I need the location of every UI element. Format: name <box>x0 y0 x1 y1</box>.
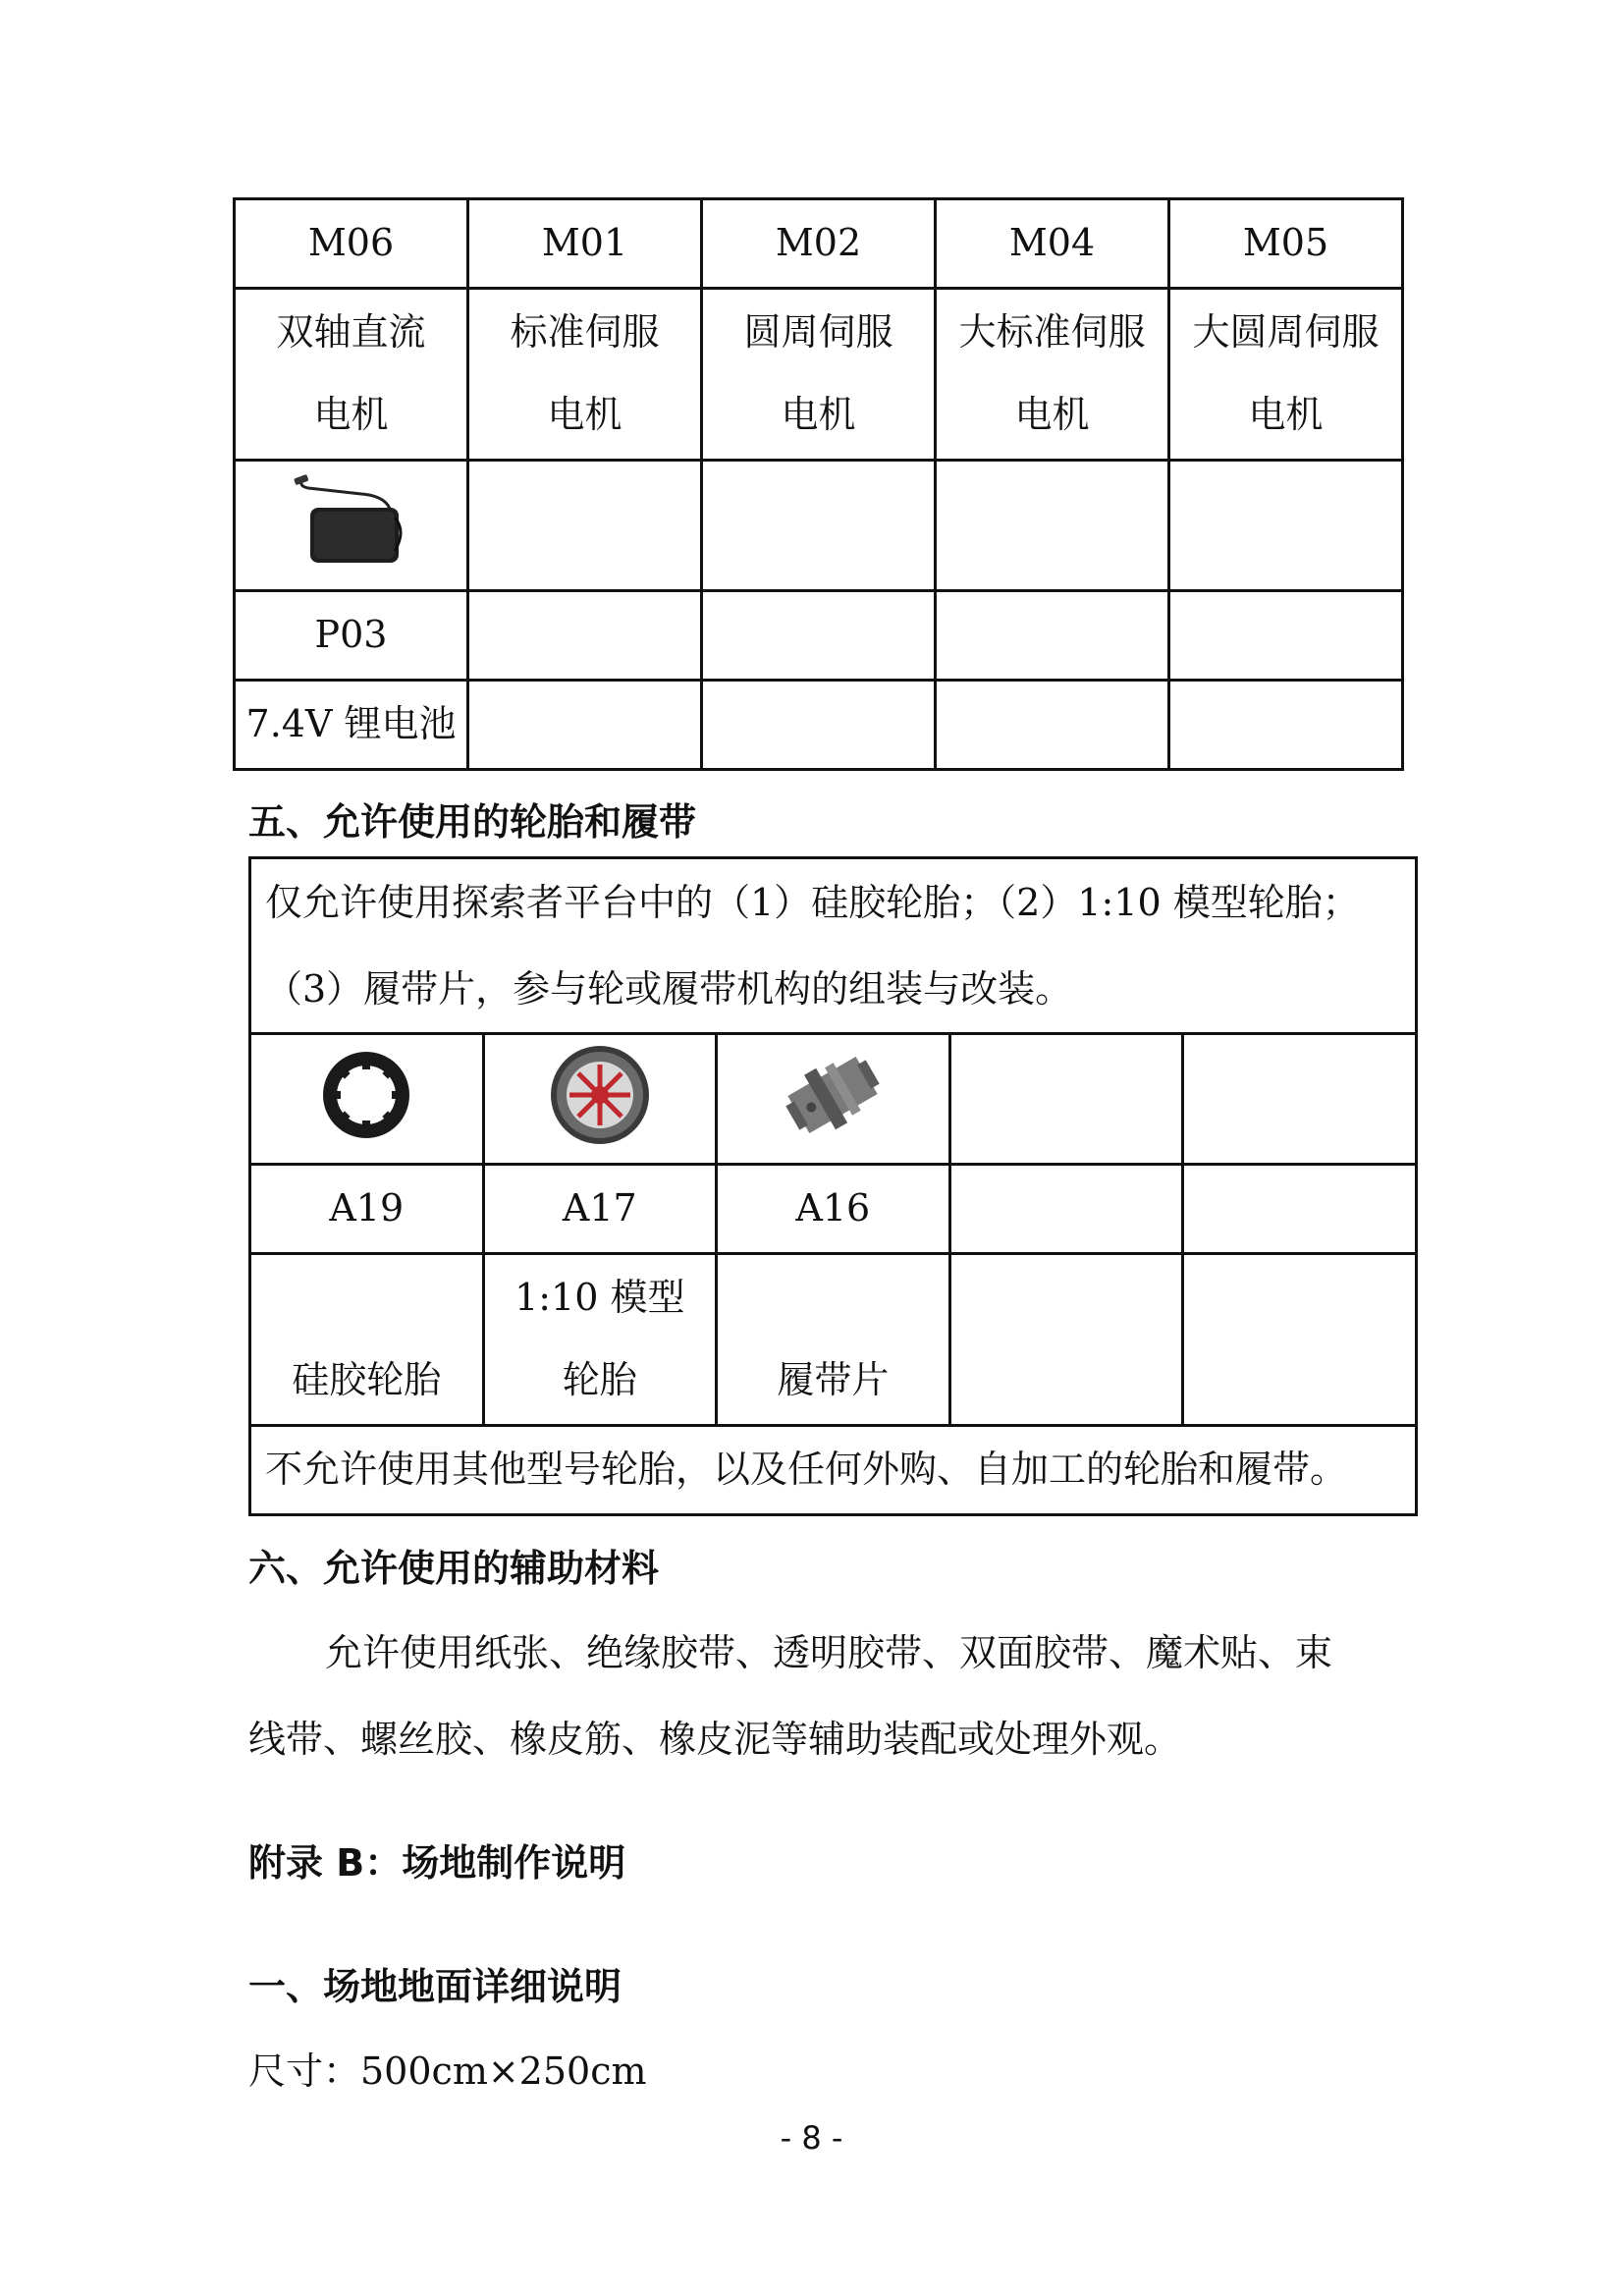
empty-cell <box>1183 1254 1417 1426</box>
tire-name: 硅胶轮胎 <box>250 1254 484 1426</box>
empty-cell <box>468 681 702 770</box>
motor-name: 双轴直流 电机 <box>235 289 468 461</box>
empty-cell <box>1169 461 1403 591</box>
section6-heading: 六、允许使用的辅助材料 <box>248 1547 660 1590</box>
model-tire-icon <box>546 1041 654 1149</box>
empty-cell <box>1169 681 1403 770</box>
battery-name: 7.4V 锂电池 <box>235 681 468 770</box>
motor-code: M04 <box>936 199 1169 289</box>
empty-cell <box>936 591 1169 681</box>
tire-table <box>248 856 1418 1516</box>
tire-code: A19 <box>250 1165 484 1254</box>
motor-name: 大标准伺服 电机 <box>936 289 1169 461</box>
empty-cell <box>702 591 936 681</box>
battery-code: P03 <box>235 591 468 681</box>
empty-cell <box>468 591 702 681</box>
motor-code: M05 <box>1169 199 1403 289</box>
motor-name: 标准伺服 电机 <box>468 289 702 461</box>
empty-cell <box>702 681 936 770</box>
tire-description: 仅允许使用探索者平台中的（1）硅胶轮胎；（2）1:10 模型轮胎；（3）履带片，参与轮或履带机构的组装与改装。 <box>250 858 1417 1034</box>
empty-cell <box>936 681 1169 770</box>
appendix-sub-heading: 一、场地地面详细说明 <box>248 1965 622 2008</box>
empty-cell <box>1169 591 1403 681</box>
empty-cell <box>936 461 1169 591</box>
tire-image-cell <box>250 1034 484 1165</box>
section5-heading: 五、允许使用的轮胎和履带 <box>248 800 697 844</box>
motor-code: M02 <box>702 199 936 289</box>
motor-name: 圆周伺服 电机 <box>702 289 936 461</box>
tire-code: A16 <box>717 1165 950 1254</box>
tire-code: A17 <box>483 1165 717 1254</box>
empty-cell <box>949 1254 1183 1426</box>
empty-cell <box>949 1165 1183 1254</box>
battery-image-cell <box>235 461 468 591</box>
motor-code: M06 <box>235 199 468 289</box>
field-size-line: 尺寸：500cm×250cm <box>248 2050 647 2093</box>
section6-paragraph-line2: 线带、螺丝胶、橡皮筋、橡皮泥等辅助装配或处理外观。 <box>248 1718 1182 1761</box>
tire-image-cell <box>483 1034 717 1165</box>
empty-cell <box>1183 1034 1417 1165</box>
motor-name: 大圆周伺服 电机 <box>1169 289 1403 461</box>
empty-cell <box>949 1034 1183 1165</box>
appendix-title: 附录 B：场地制作说明 <box>248 1841 626 1885</box>
tire-name: 1:10 模型 轮胎 <box>483 1254 717 1426</box>
tire-image-cell <box>717 1034 950 1165</box>
track-piece-icon <box>779 1046 887 1144</box>
empty-cell <box>702 461 936 591</box>
tire-name: 履带片 <box>717 1254 950 1426</box>
page-number: - 8 - <box>780 2119 843 2157</box>
motor-table <box>233 197 1404 771</box>
tire-footer-note: 不允许使用其他型号轮胎，以及任何外购、自加工的轮胎和履带。 <box>250 1426 1417 1515</box>
section6-paragraph-line1: 允许使用纸张、绝缘胶带、透明胶带、双面胶带、魔术贴、束 <box>325 1631 1333 1674</box>
empty-cell <box>468 461 702 591</box>
silicone-tire-icon <box>317 1046 415 1144</box>
empty-cell <box>1183 1165 1417 1254</box>
battery-pack-icon <box>293 472 410 571</box>
motor-code: M01 <box>468 199 702 289</box>
